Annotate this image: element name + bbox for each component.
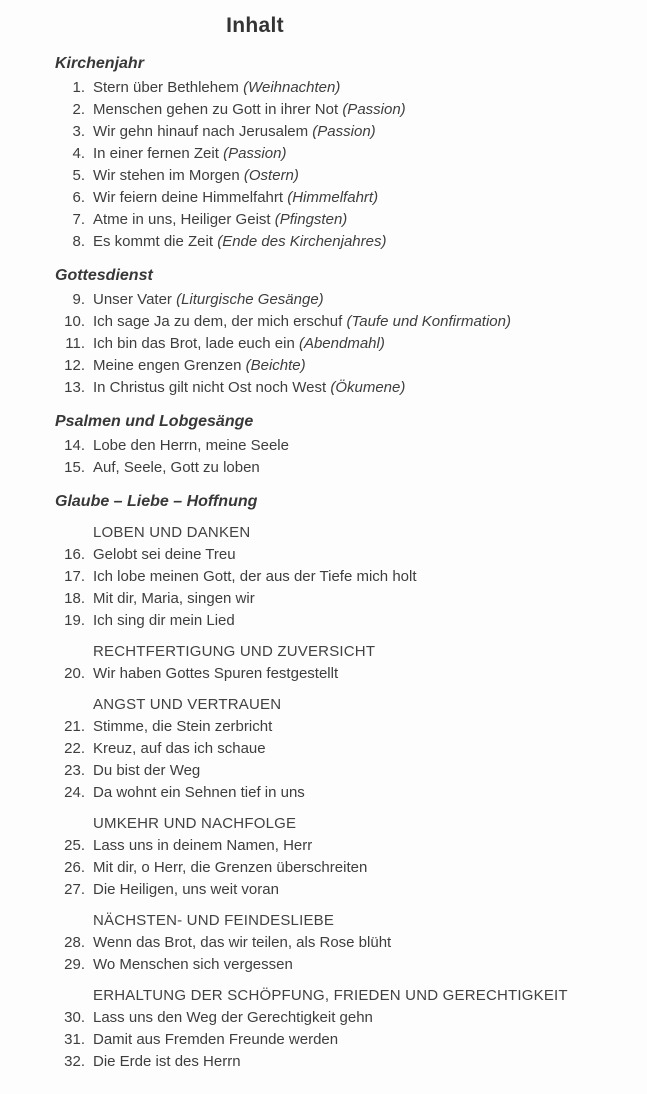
toc-item-title-text: Da wohnt ein Sehnen tief in uns [93, 784, 305, 801]
toc-content [0, 39, 647, 1073]
toc-section [55, 265, 627, 399]
toc-group [55, 289, 627, 399]
toc-item-title [93, 857, 367, 879]
toc-item-title-text: Wir feiern deine Himmelfahrt [93, 189, 284, 206]
toc-item [55, 857, 627, 879]
toc-item-title-text: Stimme, die Stein zerbricht [93, 718, 273, 735]
toc-item [55, 121, 627, 143]
category-subheading: UMKEHR UND NACHFOLGE [93, 815, 297, 832]
toc-item-number: 29. [64, 956, 85, 973]
toc-item-number: 26. [64, 859, 85, 876]
toc-item-number: 14. [64, 437, 85, 454]
toc-item-title [93, 716, 272, 738]
section-heading: Glaube – Liebe – Hoffnung [55, 493, 258, 510]
toc-item-title [93, 289, 324, 311]
toc-item-title-text: Meine engen Grenzen [93, 357, 242, 374]
toc-item [55, 1051, 627, 1073]
toc-item-title [93, 187, 378, 209]
toc-item [55, 231, 627, 253]
toc-item-note: (Ostern) [243, 167, 299, 184]
toc-item-title [93, 932, 391, 954]
page-title: Inhalt [226, 14, 284, 37]
toc-item [55, 165, 627, 187]
toc-item-number: 13. [64, 379, 85, 396]
toc-item-title [93, 333, 385, 355]
toc-item-note: (Pfingsten) [274, 211, 348, 228]
toc-item-title-text: Lass uns in deinem Namen, Herr [93, 837, 313, 854]
toc-item [55, 1007, 627, 1029]
toc-group [55, 641, 627, 685]
toc-item-title-text: In einer fernen Zeit [93, 145, 219, 162]
toc-item [55, 760, 627, 782]
toc-group [55, 910, 627, 976]
toc-item-note: (Ende des Kirchenjahres) [217, 233, 387, 250]
toc-item [55, 377, 627, 399]
toc-item-title-text: Die Erde ist des Herrn [93, 1053, 241, 1070]
toc-item-number: 9. [72, 291, 85, 308]
toc-group [55, 985, 627, 1073]
toc-item-title-text: Unser Vater [93, 291, 172, 308]
toc-item [55, 333, 627, 355]
toc-item [55, 716, 627, 738]
toc-item-title [93, 610, 235, 632]
toc-item-title-text: Du bist der Weg [93, 762, 201, 779]
toc-item [55, 954, 627, 976]
toc-item-title-text: Wir haben Gottes Spuren festgestellt [93, 665, 339, 682]
toc-item-number: 24. [64, 784, 85, 801]
toc-item-number: 25. [64, 837, 85, 854]
toc-item-title-text: Wir gehn hinauf nach Jerusalem [93, 123, 309, 140]
toc-item [55, 457, 627, 479]
toc-item-note: (Ökumene) [330, 379, 406, 396]
toc-group [55, 435, 627, 479]
toc-item-title [93, 588, 255, 610]
toc-item-number: 7. [72, 211, 85, 228]
toc-item-number: 8. [72, 233, 85, 250]
toc-item-title-text: Ich lobe meinen Gott, der aus der Tiefe mich holt [93, 568, 417, 585]
toc-item-note: (Liturgische Gesänge) [176, 291, 324, 308]
toc-item-title-text: Lobe den Herrn, meine Seele [93, 437, 289, 454]
toc-item [55, 663, 627, 685]
toc-item [55, 209, 627, 231]
toc-item-number: 21. [64, 718, 85, 735]
toc-group [55, 813, 627, 901]
toc-item-title [93, 1029, 338, 1051]
toc-item-title [93, 77, 340, 99]
toc-item-title [93, 121, 376, 143]
toc-item-number: 4. [72, 145, 85, 162]
toc-item [55, 782, 627, 804]
toc-item [55, 932, 627, 954]
toc-item-note: (Taufe und Konfirmation) [346, 313, 511, 330]
toc-item-number: 28. [64, 934, 85, 951]
toc-item [55, 835, 627, 857]
toc-item-note: (Passion) [312, 123, 376, 140]
toc-item-note: (Passion) [342, 101, 406, 118]
category-subheading: LOBEN UND DANKEN [93, 524, 251, 541]
toc-item-number: 3. [72, 123, 85, 140]
toc-item-note: (Weihnachten) [243, 79, 341, 96]
toc-item-title-text: Damit aus Fremden Freunde werden [93, 1031, 339, 1048]
toc-item-title-text: Mit dir, o Herr, die Grenzen überschreiten [93, 859, 368, 876]
toc-item-title [93, 435, 289, 457]
toc-item [55, 610, 627, 632]
toc-item [55, 738, 627, 760]
toc-item-number: 19. [64, 612, 85, 629]
toc-item-title-text: In Christus gilt nicht Ost noch West [93, 379, 327, 396]
toc-item-title [93, 544, 236, 566]
toc-item-title-text: Wir stehen im Morgen [93, 167, 240, 184]
toc-section [55, 53, 627, 253]
toc-item-title-text: Wo Menschen sich vergessen [93, 956, 293, 973]
toc-group [55, 694, 627, 804]
toc-item-number: 10. [64, 313, 85, 330]
toc-item [55, 435, 627, 457]
toc-item-title [93, 209, 347, 231]
toc-item-title-text: Wenn das Brot, das wir teilen, als Rose blüht [93, 934, 392, 951]
toc-item-title-text: Atme in uns, Heiliger Geist [93, 211, 271, 228]
toc-item-title-text: Ich sage Ja zu dem, der mich erschuf [93, 313, 343, 330]
section-heading: Psalmen und Lobgesänge [55, 413, 254, 430]
category-subheading: ERHALTUNG DER SCHÖPFUNG, FRIEDEN UND GERECHTIGKEIT [93, 987, 568, 1004]
toc-item-title [93, 663, 338, 685]
toc-item [55, 566, 627, 588]
toc-item [55, 311, 627, 333]
toc-item-title [93, 1051, 241, 1073]
toc-item-title [93, 377, 405, 399]
toc-item-number: 5. [72, 167, 85, 184]
toc-item-title [93, 143, 286, 165]
toc-item [55, 143, 627, 165]
toc-item-number: 16. [64, 546, 85, 563]
toc-item-title-text: Ich sing dir mein Lied [93, 612, 235, 629]
toc-item-title [93, 835, 312, 857]
toc-item-number: 15. [64, 459, 85, 476]
toc-item-note: (Abendmahl) [298, 335, 385, 352]
toc-item-title-text: Menschen gehen zu Gott in ihrer Not [93, 101, 339, 118]
toc-item-title [93, 954, 293, 976]
toc-group [55, 522, 627, 632]
category-subheading: NÄCHSTEN- UND FEINDESLIEBE [93, 912, 335, 929]
toc-section [55, 491, 627, 1073]
toc-item-number: 1. [72, 79, 85, 96]
section-heading: Gottesdienst [55, 267, 153, 284]
toc-item-number: 32. [64, 1053, 85, 1070]
toc-item-title-text: Auf, Seele, Gott zu loben [93, 459, 260, 476]
toc-item-title-text: Stern über Bethlehem [93, 79, 239, 96]
toc-item-title [93, 355, 306, 377]
toc-item-number: 30. [64, 1009, 85, 1026]
toc-item-number: 6. [72, 189, 85, 206]
toc-item-number: 11. [65, 335, 85, 352]
toc-item-number: 22. [64, 740, 85, 757]
toc-item-number: 31. [64, 1031, 85, 1048]
toc-item-title-text: Ich bin das Brot, lade euch ein [93, 335, 295, 352]
toc-item-title [93, 165, 299, 187]
section-heading: Kirchenjahr [55, 55, 144, 72]
toc-item [55, 99, 627, 121]
category-subheading: ANGST UND VERTRAUEN [93, 696, 282, 713]
toc-item [55, 187, 627, 209]
toc-item-title-text: Mit dir, Maria, singen wir [93, 590, 255, 607]
toc-item-title [93, 566, 417, 588]
toc-item-title [93, 760, 200, 782]
toc-item-title-text: Die Heiligen, uns weit voran [93, 881, 279, 898]
toc-item-title-text: Lass uns den Weg der Gerechtigkeit gehn [93, 1009, 373, 1026]
toc-item [55, 289, 627, 311]
toc-item-number: 18. [64, 590, 85, 607]
toc-item-number: 20. [64, 665, 85, 682]
toc-item [55, 1029, 627, 1051]
toc-item-note: (Passion) [223, 145, 287, 162]
toc-item-title [93, 311, 511, 333]
toc-item-title [93, 1007, 373, 1029]
toc-item-note: (Himmelfahrt) [287, 189, 379, 206]
toc-item-note: (Beichte) [245, 357, 306, 374]
toc-item-title [93, 231, 386, 253]
toc-item-title [93, 99, 406, 121]
toc-item [55, 355, 627, 377]
toc-item-title-text: Gelobt sei deine Treu [93, 546, 236, 563]
toc-item-number: 23. [64, 762, 85, 779]
toc-item-title-text: Kreuz, auf das ich schaue [93, 740, 266, 757]
toc-item-title [93, 879, 279, 901]
toc-item-number: 12. [64, 357, 85, 374]
toc-item-number: 27. [64, 881, 85, 898]
toc-item-title-text: Es kommt die Zeit [93, 233, 214, 250]
toc-item [55, 879, 627, 901]
toc-item-number: 17. [64, 568, 85, 585]
toc-item-title [93, 782, 305, 804]
toc-item-title [93, 738, 266, 760]
toc-item-number: 2. [72, 101, 85, 118]
toc-group [55, 77, 627, 253]
toc-item [55, 544, 627, 566]
toc-item [55, 588, 627, 610]
category-subheading: RECHTFERTIGUNG UND ZUVERSICHT [93, 643, 376, 660]
toc-item [55, 77, 627, 99]
toc-item-title [93, 457, 260, 479]
toc-section [55, 411, 627, 479]
